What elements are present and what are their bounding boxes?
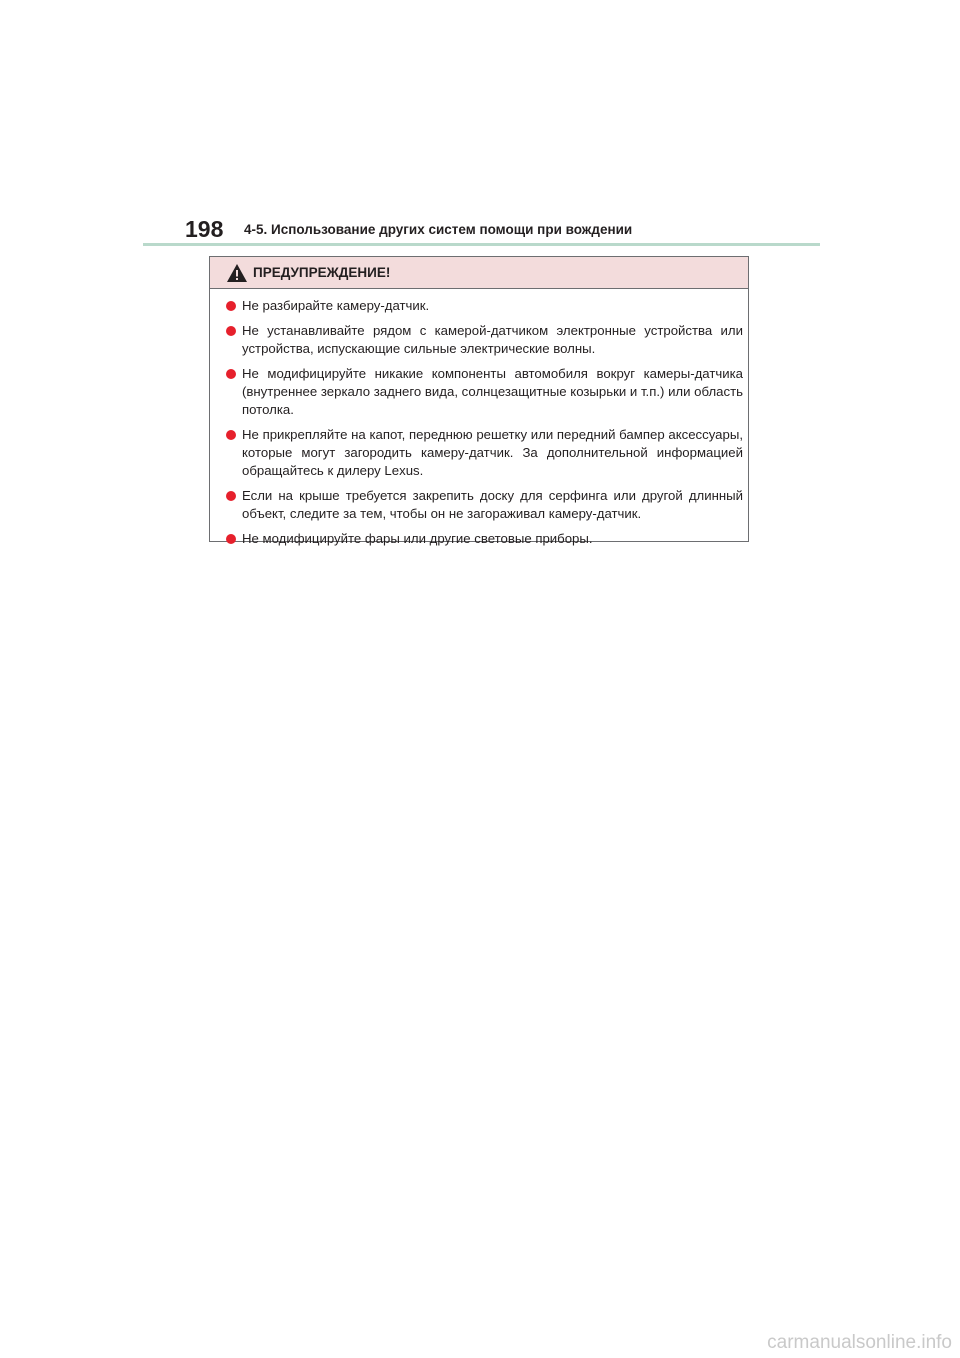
watermark: carmanualsonline.info bbox=[767, 1332, 952, 1353]
warning-item bbox=[226, 426, 743, 480]
page-header bbox=[143, 212, 820, 246]
warning-item-text: Не прикрепляйте на капот, переднюю решетку или передний бампер аксессуары, которые могут загородить камеру-датчик. За дополнительной информацией обращайтесь к дилеру Lexus. bbox=[242, 427, 743, 478]
bullet-icon bbox=[226, 430, 236, 440]
warning-item-text: Не разбирайте камеру-датчик. bbox=[242, 298, 430, 313]
warning-title: ПРЕДУПРЕЖДЕНИЕ! bbox=[253, 265, 391, 280]
section-title: 4-5. Использование других систем помощи при вождении bbox=[244, 222, 633, 237]
bullet-icon bbox=[226, 534, 236, 544]
header-rule bbox=[143, 243, 820, 246]
warning-list bbox=[226, 297, 743, 555]
warning-item bbox=[226, 530, 743, 548]
bullet-icon bbox=[226, 301, 236, 311]
bullet-icon bbox=[226, 369, 236, 379]
warning-item-text: Не модифицируйте никакие компоненты автомобиля вокруг камеры-датчика (внутреннее зеркало заднего вида, солнцезащитные козырьки и т.п.) или область потолка. bbox=[242, 366, 743, 417]
bullet-icon bbox=[226, 326, 236, 336]
page-number: 198 bbox=[185, 216, 224, 242]
warning-item bbox=[226, 487, 743, 523]
bullet-icon bbox=[226, 491, 236, 501]
warning-item bbox=[226, 365, 743, 419]
warning-triangle-icon bbox=[226, 263, 248, 283]
warning-item-text: Не модифицируйте фары или другие световые приборы. bbox=[242, 531, 593, 546]
warning-item-text: Не устанавливайте рядом с камерой-датчиком электронные устройства или устройства, испускающие сильные электрические волны. bbox=[242, 323, 743, 356]
warning-item-text: Если на крыше требуется закрепить доску для серфинга или другой длинный объект, следите за тем, чтобы он не загораживал камеру-датчик. bbox=[242, 488, 743, 521]
warning-item bbox=[226, 322, 743, 358]
warning-header bbox=[210, 257, 748, 289]
warning-box bbox=[209, 256, 749, 546]
warning-item bbox=[226, 297, 743, 315]
